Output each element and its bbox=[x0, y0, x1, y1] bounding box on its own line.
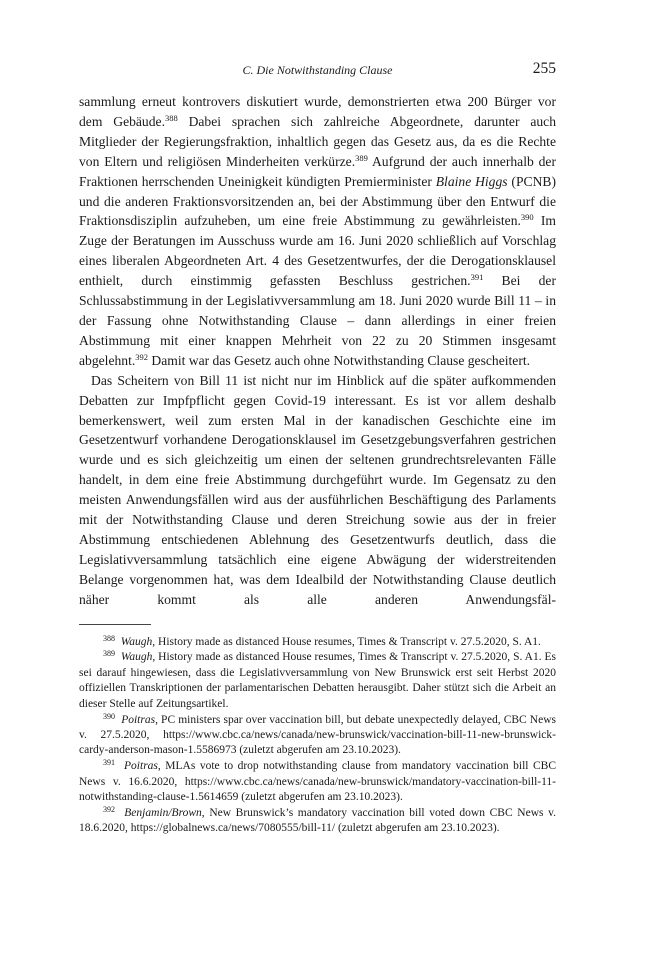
footnote-390 bbox=[79, 713, 556, 759]
footnote-text: , New Brunswick’s mandatory vaccination bill voted down CBC News v. 18.6.2020, https://globalnews.ca/news/7080555/bill-11/ (zuletzt abgerufen am 23.10.2023). bbox=[79, 807, 556, 835]
premier-name: Blaine Higgs bbox=[435, 173, 508, 189]
paragraph-1 bbox=[79, 92, 556, 371]
book-page bbox=[79, 60, 556, 837]
footnote-392 bbox=[79, 806, 556, 837]
paragraph-2: Das Scheitern von Bill 11 ist nicht nur im Hinblick auf die später aufkommenden Debatten zur Impfpflicht gegen Covid-19 interessant. Es ist vor allem deshalb bemerkenswert, weil zum ersten Mal in der kanadischen Geschichte eine im Gesetzentwurf vorhandene Derogationsklausel im Gesetzgebungsverfahren gestrichen wurde und es sich gleichzeitig um einen der seltenen grundrechtsrelevanten Fälle handelt, in dem eine freie Abstimmung durchgeführt wurde. Im Gegensatz zu den meisten Anwendungsfällen wird aus der ausführlichen Beschäftigung des Parlaments mit der Notwithstanding Clause und deren Streichung sowie aus der in freier Abstimmung entschiedenen Ablehnung des Gesetzentwurfs deutlich, dass die Legislativversammlung tatsächlich eine eigene Abwägung der widerstreitenden Belange vorgenommen hat, was dem Idealbild der Notwithstanding Clause deutlich näher kommt als alle anderen Anwendungsfäl- bbox=[79, 372, 556, 607]
footnote-author: Benjamin/Brown bbox=[124, 807, 202, 820]
footnotes bbox=[79, 635, 556, 837]
footnote-391 bbox=[79, 759, 556, 805]
footnote-number: 392 bbox=[103, 805, 115, 815]
footnote-ref-392: 392 bbox=[135, 351, 148, 362]
footnote-number: 390 bbox=[103, 711, 115, 721]
text-segment: Im Zuge der Beratungen im Ausschuss wurde am 16. Juni 2020 schließlich auf Vorschlag eines liberalen Abgeordneten Art. 4 des Gesetzentwurfes, der die Derogationsklausel enthielt, durch einstimmig gefassten Beschluss gestrichen. bbox=[79, 213, 556, 289]
running-title: C. Die Notwithstanding Clause bbox=[242, 63, 393, 77]
footnote-author: Poitras bbox=[121, 713, 156, 726]
footnote-author: Waugh bbox=[120, 651, 153, 664]
footnote-388 bbox=[79, 635, 556, 650]
text-segment: (PCNB) und die anderen Fraktionsvorsitzenden an, bei der Abstimmung über den Entwurf die Fraktionsdisziplin aufzuheben, um eine freie Abstimmung zu gewährleisten. bbox=[79, 173, 556, 229]
text-segment: Aufgrund der auch innerhalb der Fraktionen herrschenden Uneinigkeit kündigten Premierminister bbox=[79, 153, 556, 189]
footnote-text: , PC ministers spar over vaccination bill, but debate unexpectedly delayed, CBC News v. 27.5.2020, https://www.cbc.ca/news/canada/new-brunswick/vaccination-bill-11-new-brunswick-cardy-anderson-mason-1.5586973 (zuletzt abgerufen am 23.10.2023). bbox=[79, 713, 556, 757]
text-segment: Bei der Schlussabstimmung in der Legislativversammlung am 18. Juni 2020 wurde Bill 11 – in der Fassung ohne Notwithstanding Clause – dann allerdings in einer freien Abstimmung mit einer knappen Mehrheit von 22 zu 20 Stimmen insgesamt abgelehnt. bbox=[79, 273, 556, 368]
text-segment: sammlung erneut kontrovers diskutiert wurde, demonstrierten etwa 200 Bürger vor dem Gebäude. bbox=[79, 94, 556, 129]
footnote-author: Waugh bbox=[120, 635, 153, 648]
footnote-text: , MLAs vote to drop notwithstanding clause from mandatory vaccination bill CBC News v. 16.6.2020, https://www.cbc.ca/news/canada/new-brunswick/mandatory-vaccination-bill-11-notwithstanding-clause-1.5614659 (zuletzt abgerufen am 23.10.2023). bbox=[79, 760, 556, 804]
page-header bbox=[79, 60, 556, 80]
page-number: 255 bbox=[532, 60, 556, 77]
footnote-text: , History made as distanced House resumes, Times & Transcript v. 27.5.2020, S. A1. bbox=[152, 635, 541, 648]
footnote-number: 391 bbox=[103, 758, 115, 768]
footnote-ref-389: 389 bbox=[355, 152, 368, 163]
main-text bbox=[79, 92, 556, 610]
text-segment: Dabei sprachen sich zahlreiche Abgeordnete, darunter auch Mitglieder der Regierungsfraktion, inhaltlich gegen das Gesetz aus, da es die Rechte von Eltern und religiösen Minderheiten verkürze. bbox=[79, 113, 556, 169]
footnote-ref-391: 391 bbox=[470, 272, 484, 283]
footnote-text: , History made as distanced House resumes, Times & Transcript v. 27.5.2020, S. A1. Es sei darauf hingewiesen, dass die Legislativversammlung von New Brunswick erst seit Herbst 2020 offiziellen Transkriptionen der parlamentarischen Debatten herausgibt. Daher stützt sich die Arbeit an dieser Stelle auf Zeitungsartikel. bbox=[79, 651, 556, 710]
footnote-number: 388 bbox=[103, 633, 115, 643]
footnote-ref-388: 388 bbox=[164, 112, 178, 123]
footnote-author: Poitras bbox=[124, 760, 158, 773]
text-segment: Damit war das Gesetz auch ohne Notwithstanding Clause gescheitert. bbox=[148, 352, 531, 368]
footnote-ref-390: 390 bbox=[520, 212, 534, 223]
footnote-divider bbox=[79, 624, 151, 625]
footnote-number: 389 bbox=[103, 649, 115, 659]
footnote-389 bbox=[79, 650, 556, 712]
